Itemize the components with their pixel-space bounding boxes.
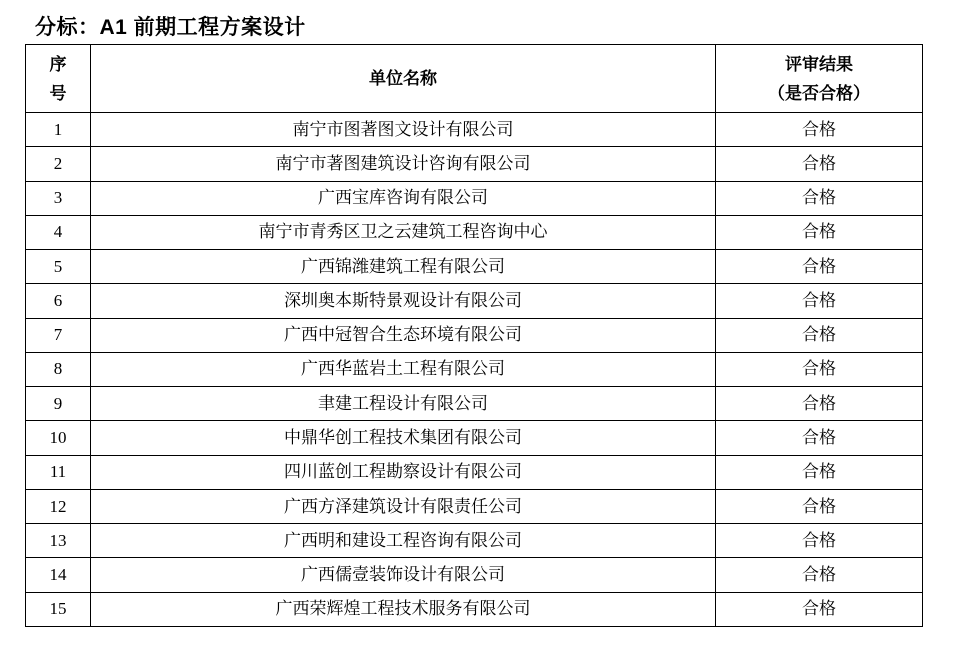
table-row bbox=[26, 524, 923, 558]
company-name-cell: 广西方泽建筑设计有限责任公司 bbox=[91, 489, 716, 523]
table-row bbox=[26, 421, 923, 455]
row-number-cell: 7 bbox=[26, 318, 91, 352]
result-cell: 合格 bbox=[716, 489, 923, 523]
company-name-cell: 广西华蓝岩土工程有限公司 bbox=[91, 352, 716, 386]
result-cell: 合格 bbox=[716, 181, 923, 215]
result-cell: 合格 bbox=[716, 592, 923, 626]
page-title: 分标：A1 前期工程方案设计 bbox=[35, 16, 306, 39]
company-name-cell: 广西荣辉煌工程技术服务有限公司 bbox=[91, 592, 716, 626]
result-cell: 合格 bbox=[716, 455, 923, 489]
table-row bbox=[26, 592, 923, 626]
table-row bbox=[26, 489, 923, 523]
table-row bbox=[26, 352, 923, 386]
table-row bbox=[26, 387, 923, 421]
result-cell: 合格 bbox=[716, 387, 923, 421]
result-cell: 合格 bbox=[716, 215, 923, 249]
table-row bbox=[26, 250, 923, 284]
company-name-cell: 南宁市著图建筑设计咨询有限公司 bbox=[91, 147, 716, 181]
row-number-cell: 9 bbox=[26, 387, 91, 421]
table-row bbox=[26, 455, 923, 489]
row-number-cell: 5 bbox=[26, 250, 91, 284]
result-cell: 合格 bbox=[716, 524, 923, 558]
company-name-cell: 南宁市青秀区卫之云建筑工程咨询中心 bbox=[91, 215, 716, 249]
table-row bbox=[26, 113, 923, 147]
result-cell: 合格 bbox=[716, 352, 923, 386]
header-company-label: 单位名称 bbox=[369, 69, 437, 88]
row-number-cell: 12 bbox=[26, 489, 91, 523]
company-name-cell: 中鼎华创工程技术集团有限公司 bbox=[91, 421, 716, 455]
row-number-cell: 11 bbox=[26, 455, 91, 489]
row-number-cell: 10 bbox=[26, 421, 91, 455]
company-name-cell: 广西中冠智合生态环境有限公司 bbox=[91, 318, 716, 352]
header-serial-line2: 号 bbox=[49, 83, 67, 103]
row-number-cell: 4 bbox=[26, 215, 91, 249]
result-cell: 合格 bbox=[716, 147, 923, 181]
row-number-cell: 1 bbox=[26, 113, 91, 147]
header-result-line1: 评审结果 bbox=[785, 54, 853, 74]
table-row bbox=[26, 284, 923, 318]
table-row bbox=[26, 558, 923, 592]
row-number-cell: 13 bbox=[26, 524, 91, 558]
header-serial-line1: 序 bbox=[49, 54, 67, 74]
result-cell: 合格 bbox=[716, 284, 923, 318]
row-number-cell: 2 bbox=[26, 147, 91, 181]
row-number-cell: 6 bbox=[26, 284, 91, 318]
table-row bbox=[26, 147, 923, 181]
table-row bbox=[26, 215, 923, 249]
table-row bbox=[26, 318, 923, 352]
result-cell: 合格 bbox=[716, 113, 923, 147]
header-review-result bbox=[716, 45, 923, 113]
company-name-cell: 广西明和建设工程咨询有限公司 bbox=[91, 524, 716, 558]
row-number-cell: 3 bbox=[26, 181, 91, 215]
table-header-row bbox=[26, 45, 923, 113]
table-row bbox=[26, 181, 923, 215]
company-name-cell: 广西宝库咨询有限公司 bbox=[91, 181, 716, 215]
company-name-cell: 深圳奥本斯特景观设计有限公司 bbox=[91, 284, 716, 318]
company-name-cell: 广西锦潍建筑工程有限公司 bbox=[91, 250, 716, 284]
company-name-cell: 南宁市图著图文设计有限公司 bbox=[91, 113, 716, 147]
result-cell: 合格 bbox=[716, 421, 923, 455]
table-body bbox=[26, 113, 923, 627]
row-number-cell: 14 bbox=[26, 558, 91, 592]
header-serial-number bbox=[26, 45, 91, 113]
company-name-cell: 聿建工程设计有限公司 bbox=[91, 387, 716, 421]
row-number-cell: 15 bbox=[26, 592, 91, 626]
result-cell: 合格 bbox=[716, 318, 923, 352]
header-company-name bbox=[91, 45, 716, 113]
header-result-line2: （是否合格） bbox=[768, 83, 870, 103]
result-cell: 合格 bbox=[716, 558, 923, 592]
company-name-cell: 四川蓝创工程勘察设计有限公司 bbox=[91, 455, 716, 489]
company-name-cell: 广西儒壹装饰设计有限公司 bbox=[91, 558, 716, 592]
row-number-cell: 8 bbox=[26, 352, 91, 386]
results-table bbox=[25, 44, 923, 627]
result-cell: 合格 bbox=[716, 250, 923, 284]
